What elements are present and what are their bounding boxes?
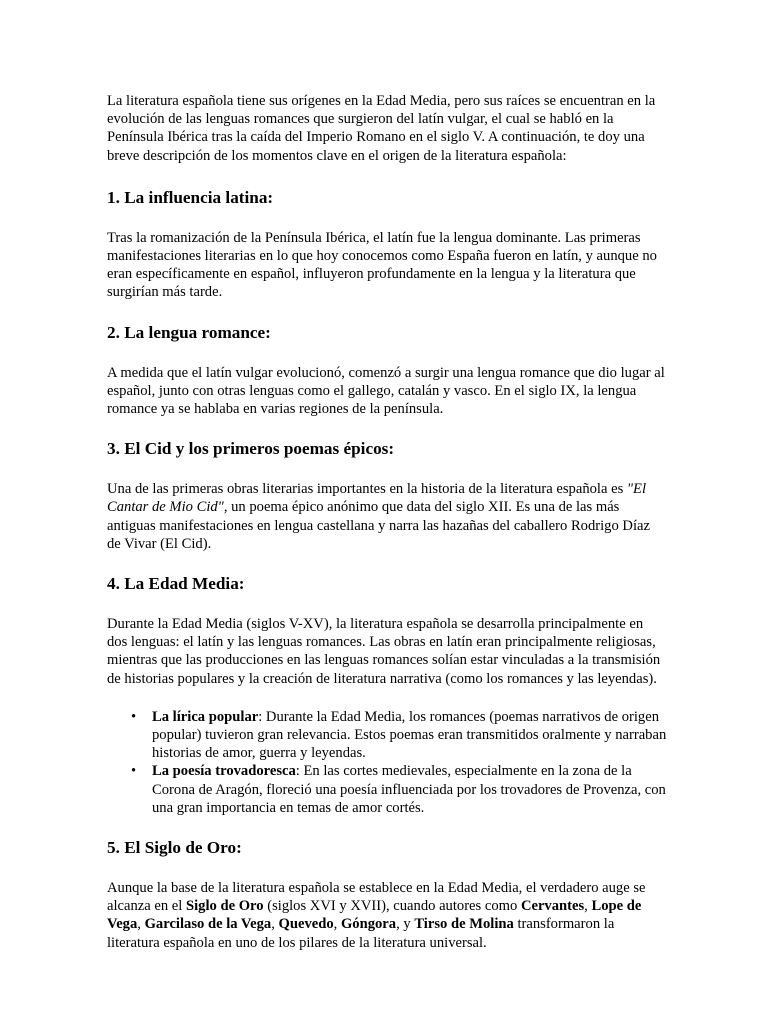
section-heading-middle-ages: 4. La Edad Media:	[107, 574, 245, 594]
list-item	[131, 762, 667, 817]
section-paragraph-golden-age	[107, 879, 667, 952]
section-heading-latin-influence: 1. La influencia latina:	[107, 187, 274, 207]
bold-term: Garcilaso de la Vega	[144, 916, 272, 933]
list-item-text: : Durante la Edad Media, los romances (poemas narrativos de origen popular) tuvieron gran relevancia. Estos poemas eran transmitidos oralmente y narraban historias de amor, guerra y leyendas.	[152, 708, 667, 762]
section-paragraph-el-cid	[107, 480, 667, 553]
list-item-text: : En las cortes medievales, especialmente en la zona de la Corona de Aragón, floreció una poesía influenciada por los trovadores de Provenza, con una gran importancia en temas de amor cortés.	[152, 763, 666, 816]
text-run: ,	[584, 898, 592, 915]
text-run: ,	[137, 916, 145, 933]
bullet-icon: •	[131, 708, 137, 725]
section-heading-el-cid: 3. El Cid y los primeros poemas épicos:	[107, 439, 395, 459]
bold-term: Cervantes	[520, 898, 585, 915]
bold-term: Lope de Vega	[107, 898, 642, 933]
bold-term: Góngora	[340, 916, 397, 933]
list-item-term: La lírica popular	[152, 708, 259, 725]
bold-term: Tirso de Molina	[414, 916, 514, 933]
middle-ages-list	[107, 708, 667, 817]
text-run: ,	[333, 916, 341, 933]
document-body	[107, 92, 667, 972]
section-heading-golden-age: 5. El Siglo de Oro:	[107, 838, 242, 858]
list-item-term: La poesía trovadoresca	[152, 763, 296, 780]
text-run: transformaron la literatura española en uno de los pilares de la literatura universal.	[107, 916, 615, 951]
section-paragraph-romance-language: A medida que el latín vulgar evolucionó, comenzó a surgir una lengua romance que dio lugar al español, junto con otras lenguas como el gallego, catalán y vasco. En el siglo IX, la lengua romance ya se hablaba en varias regiones de la península.	[107, 364, 665, 418]
text-run: ,	[271, 916, 279, 933]
el-cid-text-after: , un poema épico anónimo que data del siglo XII. Es una de las más antiguas manifestaciones en lengua castellana y narra las hazañas del caballero Rodrigo Díaz de Vivar (El Cid).	[107, 499, 650, 552]
el-cantar-title: "El Cantar de Mio Cid"	[107, 481, 647, 516]
intro-paragraph: La literatura española tiene sus orígenes en la Edad Media, pero sus raíces se encuentran en la evolución de las lenguas romances que surgieron del latín vulgar, el cual se habló en la Península Ibérica tras la caída del Imperio Romano en el siglo V. A continuación, te doy una breve descripción de los momentos clave en el origen de la literatura española:	[107, 93, 656, 164]
section-paragraph-middle-ages: Durante la Edad Media (siglos V-XV), la literatura española se desarrolla principalmente en dos lenguas: el latín y las lenguas romances. Las obras en latín eran principalmente religiosas, mientras que las producciones en las lenguas romances solían estar vinculadas a la transmisión de historias populares y la creación de literatura narrativa (como los romances y las leyendas).	[107, 616, 661, 687]
section-heading-romance-language: 2. La lengua romance:	[107, 322, 271, 342]
list-item	[131, 708, 667, 763]
text-run: Aunque la base de la literatura española se establece en la Edad Media, el verdadero auge se alcanza en el	[107, 880, 646, 915]
text-run: , y	[396, 916, 415, 933]
el-cid-text-before: Una de las primeras obras literarias importantes en la historia de la literatura española es	[107, 481, 627, 498]
bullet-icon: •	[131, 763, 137, 780]
bold-term: Siglo de Oro	[186, 898, 264, 915]
text-run: (siglos XVI y XVII), cuando autores como	[263, 898, 521, 915]
bold-term: Quevedo	[278, 916, 334, 933]
section-paragraph-latin-influence: Tras la romanización de la Península Ibérica, el latín fue la lengua dominante. Las primeras manifestaciones literarias en lo que hoy conocemos como España fueron en latín, y aunque no eran específicamente en español, influyeron profundamente en la lengua y la literatura que surgirían más tarde.	[107, 229, 657, 301]
